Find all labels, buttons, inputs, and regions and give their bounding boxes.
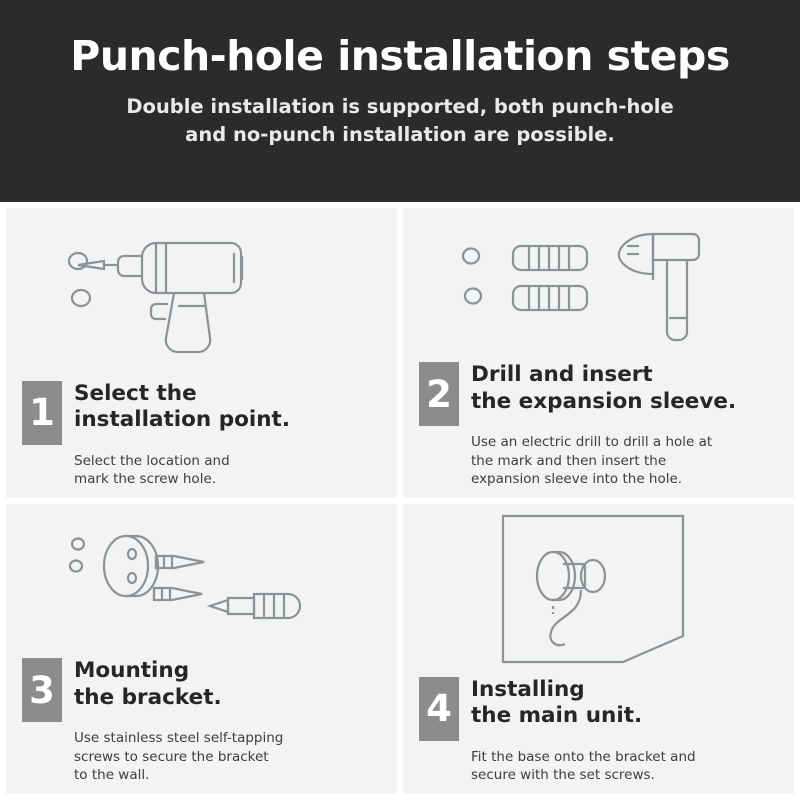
illustration-hook-mounted-on-wall — [403, 504, 794, 662]
header-banner — [0, 0, 800, 202]
step-description-4-line2: secure with the set screws. — [471, 766, 655, 783]
step-description-2 — [471, 433, 782, 488]
step-description-2-line1: Use an electric drill to drill a hole at — [471, 434, 713, 451]
step-heading-4-line2: the main unit. — [471, 702, 643, 728]
step-number-3: 3 — [22, 658, 62, 722]
illustration-drill-marking-wall — [6, 208, 397, 366]
step-text-2 — [403, 360, 794, 498]
step-description-1-line1: Select the location and — [74, 452, 230, 469]
step-description-3-line1: Use stainless steel self-tapping — [74, 730, 284, 747]
step-text-1 — [6, 379, 397, 498]
step-heading-4 — [471, 675, 642, 729]
step-number-1: 1 — [22, 381, 62, 445]
step-description-3 — [74, 729, 385, 784]
illustration-hammer-and-anchors — [403, 208, 794, 366]
step-description-3-line3: to the wall. — [74, 766, 150, 783]
step-description-2-line2: the mark and then insert the — [471, 452, 667, 469]
step-heading-2-line2: the expansion sleeve. — [471, 388, 737, 414]
step-heading-1-line1: Select the — [74, 380, 197, 406]
header-subtitle — [20, 93, 780, 150]
step-heading-2 — [471, 360, 736, 414]
step-text-4 — [403, 675, 794, 794]
header-subtitle-line2: and no-punch installation are possible. — [185, 123, 615, 147]
step-heading-1-line2: installation point. — [74, 406, 290, 432]
step-heading-4-line1: Installing — [471, 676, 585, 702]
step-number-2: 2 — [419, 362, 459, 426]
illustration-bracket-screws-screwdriver — [6, 504, 397, 662]
step-description-4 — [471, 748, 782, 784]
step-description-2-line3: expansion sleeve into the hole. — [471, 470, 683, 487]
step-text-3 — [6, 656, 397, 794]
step-description-3-line2: screws to secure the bracket — [74, 748, 269, 765]
step-card-3 — [6, 504, 397, 794]
header-subtitle-line1: Double installation is supported, both punch-hole — [126, 95, 674, 119]
step-card-1 — [6, 208, 397, 498]
step-description-1 — [74, 452, 385, 488]
step-heading-2-line1: Drill and insert — [471, 362, 653, 388]
step-description-1-line2: mark the screw hole. — [74, 470, 217, 487]
step-heading-3 — [74, 656, 222, 710]
step-card-2 — [403, 208, 794, 498]
step-number-4: 4 — [419, 677, 459, 741]
page-title: Punch-hole installation steps — [70, 32, 730, 80]
step-card-4 — [403, 504, 794, 794]
steps-grid — [0, 202, 800, 800]
step-heading-3-line2: the bracket. — [74, 684, 222, 710]
step-heading-1 — [74, 379, 290, 433]
step-heading-3-line1: Mounting — [74, 658, 190, 684]
step-description-4-line1: Fit the base onto the bracket and — [471, 748, 696, 765]
